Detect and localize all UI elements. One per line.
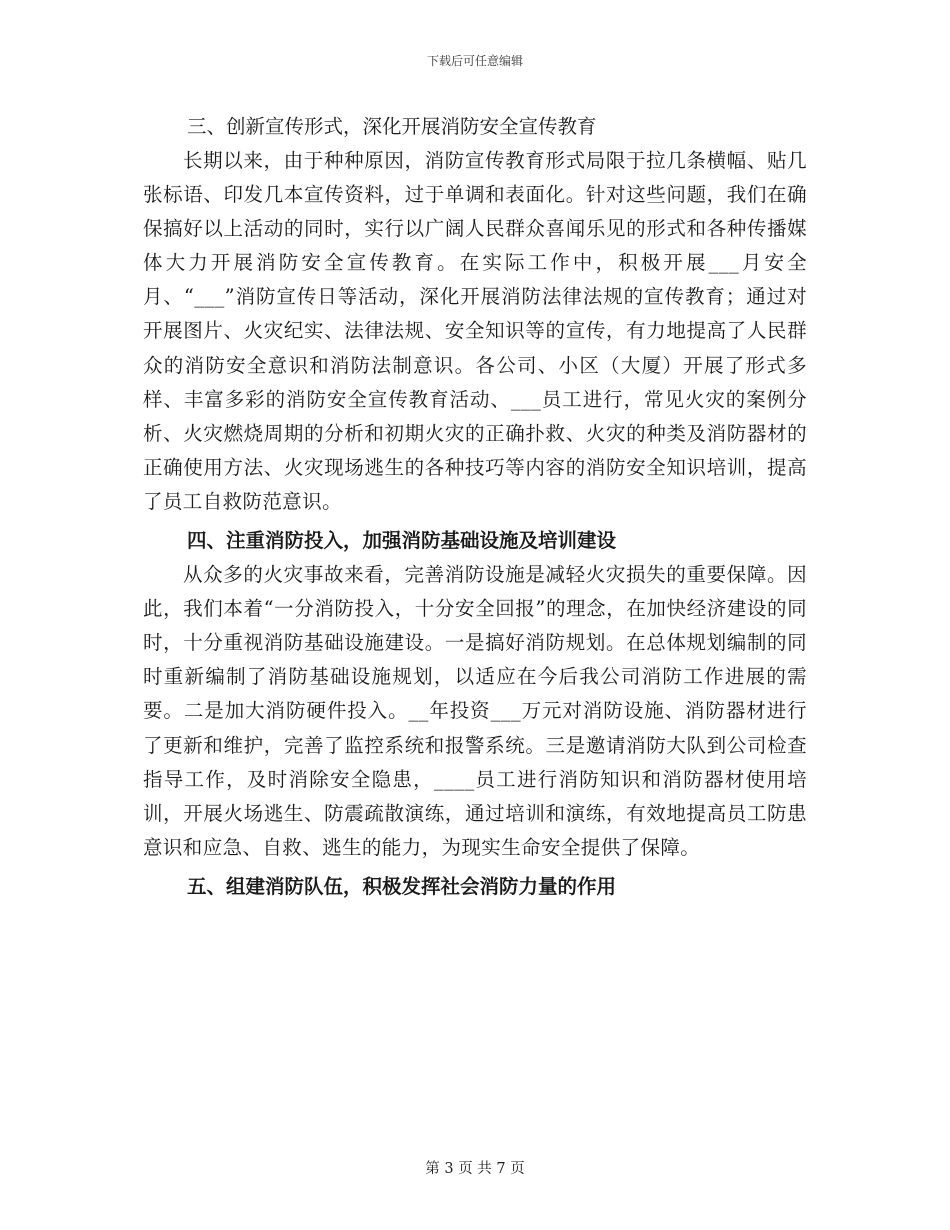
page-header: 下载后可任意编辑 — [426, 54, 523, 68]
section-paragraph-4: 从众多的火灾事故来看，完善消防设施是减轻火灾损失的重要保障。因此，我们本着“一分消防投入，十分安全回报”的理念，在加快经济建设的同时，十分重视消防基础设施建设。一是搞好消防规划。在总体规划编制的同时重新编制了消防基础设施规划，以适应在今后我公司消防工作进展的需要。二是加大消防硬件投入。__年投资___万元对消防设施、消防器材进行了更新和维护，完善了监控系统和报警系统。三是邀请消防大队到公司检查指导工作，及时消除安全隐患，____员工进行消防知识和消防器材使用培训，开展火场逃生、防震疏散演练，通过培训和演练，有效地提高员工防患意识和应急、自救、逃生的能力，为现实生命安全提供了保障。 — [143, 563, 807, 859]
section-heading-3: 三、创新宣传形式，深化开展消防安全宣传教育 — [187, 115, 597, 138]
section-paragraph-3: 长期以来，由于种种原因，消防宣传教育形式局限于拉几条横幅、贴几张标语、印发几本宣传资料，过于单调和表面化。针对这些问题，我们在确保搞好以上活动的同时，实行以广阔人民群众喜闻乐见的形式和各种传播媒体大力开展消防安全宣传教育。在实际工作中，积极开展___月安全月、“___”消防宣传日等活动，深化开展消防法律法规的宣传教育；通过对开展图片、火灾纪实、法律法规、安全知识等的宣传，有力地提高了人民群众的消防安全意识和消防法制意识。各公司、小区（大厦）开展了形式多样、丰富多彩的消防安全宣传教育活动、___员工进行，常见火灾的案例分析、火灾燃烧周期的分析和初期火灾的正确扑救、火灾的种类及消防器材的正确使用方法、火灾现场逃生的各种技巧等内容的消防安全知识培训，提高了员工自救防范意识。 — [143, 149, 807, 513]
section-heading-4: 四、注重消防投入，加强消防基础设施及培训建设 — [187, 529, 617, 553]
document-body — [143, 110, 807, 904]
section-heading-5: 五、组建消防队伍，积极发挥社会消防力量的作用 — [187, 874, 617, 898]
page-number: 第 3 页 共 7 页 — [425, 1161, 525, 1177]
